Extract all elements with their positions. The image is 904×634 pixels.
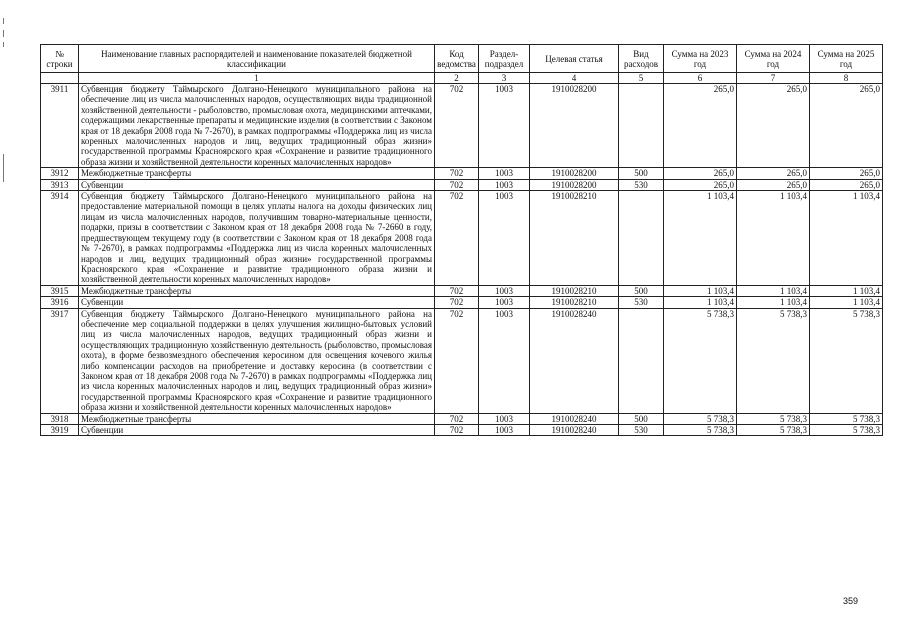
cell-line-no: 3914: [41, 191, 79, 286]
header-section: Раздел-подраздел: [479, 45, 530, 73]
cell-type: [619, 84, 664, 168]
cell-type: 530: [619, 179, 664, 190]
cell-sum-2024: 265,0: [737, 84, 810, 168]
cell-line-no: 3915: [41, 285, 79, 296]
cell-dept: 702: [435, 285, 479, 296]
table-row: [41, 413, 883, 424]
table-row: [41, 191, 883, 286]
colnum-5: 5: [619, 73, 664, 84]
page-number: 359: [843, 596, 859, 606]
cell-section: 1003: [479, 297, 530, 308]
cell-sum-2023: 5 738,3: [664, 308, 737, 413]
cell-dept: 702: [435, 425, 479, 436]
cell-sum-2025: 265,0: [810, 168, 883, 179]
cell-type: 530: [619, 297, 664, 308]
cell-sum-2025: 1 103,4: [810, 191, 883, 286]
cell-sum-2024: 5 738,3: [737, 413, 810, 424]
cell-article: 1910028240: [530, 425, 619, 436]
cell-article: 1910028240: [530, 308, 619, 413]
cell-sum-2024: 5 738,3: [737, 308, 810, 413]
cell-sum-2024: 1 103,4: [737, 191, 810, 286]
colnum-6: 6: [664, 73, 737, 84]
table-row: [41, 425, 883, 436]
cell-sum-2025: 5 738,3: [810, 413, 883, 424]
colnum-3: 3: [479, 73, 530, 84]
cell-name: Межбюджетные трансферты: [79, 168, 435, 179]
cell-dept: 702: [435, 179, 479, 190]
column-number-row: [41, 73, 883, 84]
header-dept-code: Код ведомства: [435, 45, 479, 73]
cell-dept: 702: [435, 297, 479, 308]
cell-sum-2024: 1 103,4: [737, 297, 810, 308]
cell-sum-2024: 265,0: [737, 168, 810, 179]
cell-sum-2023: 265,0: [664, 179, 737, 190]
table-row: [41, 297, 883, 308]
cell-name: Субвенция бюджету Таймырского Долгано-Ненецкого муниципального района на обеспечение лиц из числа малочисленных народов, осуществляющих виды традиционной хозяйственной деятельности - рыболовство, промысловая охота, медицинскими аптечками, содержащими лекарственные препараты и медицинские изделия (в соответствии с Законом края от 18 декабря 2008 года № 7-2670), в рамках подпрограммы «Поддержка лиц из числа коренных малочисленных народов и лиц, ведущих традиционный образ жизни» государственной программы Красноярского края «Сохранение и развитие традиционного образа жизни и хозяйственной деятельности коренных малочисленных народов»: [79, 84, 435, 168]
cell-article: 1910028210: [530, 191, 619, 286]
cell-dept: 702: [435, 191, 479, 286]
cell-section: 1003: [479, 413, 530, 424]
header-sum-2025: Сумма на 2025 год: [810, 45, 883, 73]
cell-sum-2023: 265,0: [664, 168, 737, 179]
cell-sum-2023: 1 103,4: [664, 285, 737, 296]
cell-sum-2024: 5 738,3: [737, 425, 810, 436]
cell-sum-2025: 5 738,3: [810, 308, 883, 413]
cell-sum-2023: 1 103,4: [664, 297, 737, 308]
cell-name: Субвенции: [79, 179, 435, 190]
table-header-row: [41, 45, 883, 73]
cell-sum-2023: 1 103,4: [664, 191, 737, 286]
cell-line-no: 3913: [41, 179, 79, 190]
cell-section: 1003: [479, 84, 530, 168]
cell-type: 500: [619, 413, 664, 424]
cell-line-no: 3917: [41, 308, 79, 413]
colnum-empty: [41, 73, 79, 84]
table-row: [41, 179, 883, 190]
header-target-article: Целевая статья: [530, 45, 619, 73]
cell-sum-2025: 265,0: [810, 84, 883, 168]
cell-section: 1003: [479, 285, 530, 296]
cell-type: 500: [619, 168, 664, 179]
cell-article: 1910028240: [530, 413, 619, 424]
header-sum-2024: Сумма на 2024 год: [737, 45, 810, 73]
colnum-2: 2: [435, 73, 479, 84]
cell-sum-2025: 1 103,4: [810, 297, 883, 308]
table-row: [41, 285, 883, 296]
cell-name: Субвенции: [79, 297, 435, 308]
header-expense-type: Вид расходов: [619, 45, 664, 73]
cell-article: 1910028200: [530, 168, 619, 179]
cell-line-no: 3911: [41, 84, 79, 168]
cell-name: Межбюджетные трансферты: [79, 413, 435, 424]
cell-sum-2023: 265,0: [664, 84, 737, 168]
cell-dept: 702: [435, 84, 479, 168]
cell-name: Субвенция бюджету Таймырского Долгано-Ненецкого муниципального района на обеспечение мер социальной поддержки в целях улучшения жилищно-бытовых условий лиц из числа малочисленных народов, ведущих традиционный образ жизни и осуществляющих традиционную хозяйственную деятельность (рыболовство, промысловая охота), в форме безвозмездного обеспечения керосином для освещения кочевого жилья либо компенсации расходов на приобретение и доставку керосина (в соответствии с Законом края от 18 декабря 2008 года № 7-2670) в рамках подпрограммы «Поддержка лиц из числа коренных малочисленных народов и лиц, ведущих традиционный образ жизни» государственной программы Красноярского края «Сохранение и развитие традиционного образа жизни и хозяйственной деятельности коренных малочисленных народов»: [79, 308, 435, 413]
cell-section: 1003: [479, 191, 530, 286]
cell-name: Субвенции: [79, 425, 435, 436]
budget-table: [40, 44, 883, 436]
table-row: [41, 308, 883, 413]
cell-article: 1910028210: [530, 297, 619, 308]
cell-section: 1003: [479, 308, 530, 413]
cell-sum-2025: 5 738,3: [810, 425, 883, 436]
cell-sum-2023: 5 738,3: [664, 413, 737, 424]
header-name: Наименование главных распорядителей и наименование показателей бюджетной классификации: [79, 45, 435, 73]
cell-article: 1910028200: [530, 179, 619, 190]
cell-line-no: 3916: [41, 297, 79, 308]
cell-article: 1910028200: [530, 84, 619, 168]
colnum-4: 4: [530, 73, 619, 84]
cell-line-no: 3912: [41, 168, 79, 179]
cell-section: 1003: [479, 168, 530, 179]
cell-type: 530: [619, 425, 664, 436]
cell-line-no: 3918: [41, 413, 79, 424]
cell-type: [619, 308, 664, 413]
scan-margin-marks: [2, 10, 6, 190]
cell-name: Межбюджетные трансферты: [79, 285, 435, 296]
cell-section: 1003: [479, 179, 530, 190]
table-row: [41, 168, 883, 179]
cell-dept: 702: [435, 413, 479, 424]
cell-line-no: 3919: [41, 425, 79, 436]
colnum-7: 7: [737, 73, 810, 84]
cell-dept: 702: [435, 308, 479, 413]
cell-type: [619, 191, 664, 286]
cell-sum-2024: 265,0: [737, 179, 810, 190]
header-line-no: № строки: [41, 45, 79, 73]
colnum-1: 1: [79, 73, 435, 84]
cell-sum-2025: 1 103,4: [810, 285, 883, 296]
table-row: [41, 84, 883, 168]
cell-dept: 702: [435, 168, 479, 179]
colnum-8: 8: [810, 73, 883, 84]
cell-article: 1910028210: [530, 285, 619, 296]
cell-sum-2024: 1 103,4: [737, 285, 810, 296]
cell-sum-2025: 265,0: [810, 179, 883, 190]
header-sum-2023: Сумма на 2023 год: [664, 45, 737, 73]
cell-sum-2023: 5 738,3: [664, 425, 737, 436]
cell-type: 500: [619, 285, 664, 296]
cell-name: Субвенция бюджету Таймырского Долгано-Ненецкого муниципального района на предоставление материальной помощи в целях уплаты налога на доходы физических лиц лицам из числа малочисленных народов, получившим товарно-материальные ценности, подарки, призы в соответствии с Законом края от 18 декабря 2008 года № 7-2660 в году, предшествующем текущему году (в соответствии с Законом края от 18 декабря 2008 года № 7-2670), в рамках подпрограммы «Поддержка лиц из числа коренных малочисленных народов и лиц, ведущих традиционный образ жизни» государственной программы Красноярского края «Сохранение и развитие традиционного образа жизни и хозяйственной деятельности коренных малочисленных народов»: [79, 191, 435, 286]
cell-section: 1003: [479, 425, 530, 436]
